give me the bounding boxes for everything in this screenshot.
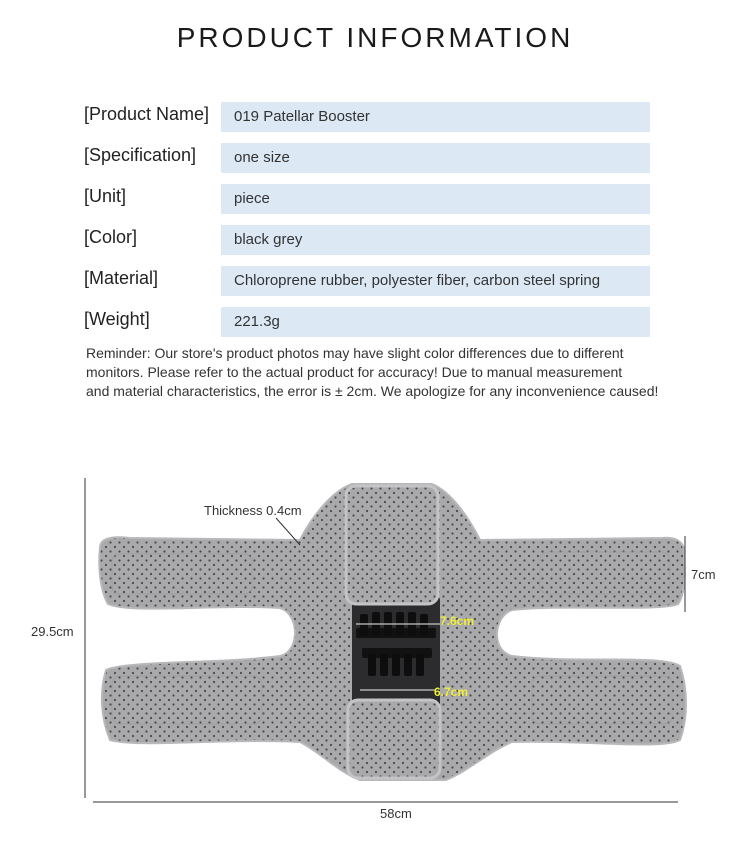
height-label: 29.5cm [31, 624, 74, 639]
product-diagram [0, 470, 750, 856]
reminder-line: Reminder: Our store's product photos may have slight color differences due to different [86, 345, 624, 361]
page-title: PRODUCT INFORMATION [176, 22, 574, 53]
patella-pad-top [346, 486, 438, 604]
spring-bottom-label: 6.7cm [434, 685, 469, 699]
spec-label: [Unit] [84, 186, 127, 206]
spec-value: one size [221, 143, 650, 173]
strap-right-bottom [532, 676, 672, 724]
spec-label: [Specification] [84, 145, 197, 165]
spec-label: [Product Name] [84, 104, 210, 124]
spec-value: Chloroprene rubber, polyester fiber, carbon steel spring [221, 266, 650, 296]
patella-pad-bottom [348, 700, 440, 778]
spec-label: [Color] [84, 227, 138, 247]
knee-brace-image [99, 484, 686, 780]
spec-row-product-name [84, 102, 650, 132]
spring-top-label: 7.6cm [440, 614, 475, 628]
spec-label: [Material] [84, 268, 159, 288]
spec-row-material [84, 266, 650, 296]
spec-row-unit [84, 184, 650, 214]
spec-row-color [84, 225, 650, 255]
spec-label: [Weight] [84, 309, 150, 329]
reminder-line: monitors. Please refer to the actual product for accuracy! Due to manual measurement [86, 364, 623, 380]
spec-value: 019 Patellar Booster [221, 102, 650, 132]
spec-value: piece [221, 184, 650, 214]
spec-value: black grey [221, 225, 650, 255]
reminder-line: and material characteristics, the error is ± 2cm. We apologize for any inconvenience caused! [86, 383, 659, 399]
strap-left-bottom [112, 676, 262, 724]
spec-value: 221.3g [221, 307, 650, 337]
spec-row-weight [84, 307, 650, 337]
strap-width-label: 7cm [691, 567, 716, 582]
reminder-note [86, 344, 726, 401]
strap-left-top [112, 554, 252, 594]
width-label: 58cm [380, 806, 412, 821]
spec-row-specification [84, 143, 650, 173]
thickness-label: Thickness 0.4cm [204, 503, 302, 518]
strap-right-top [540, 552, 670, 594]
